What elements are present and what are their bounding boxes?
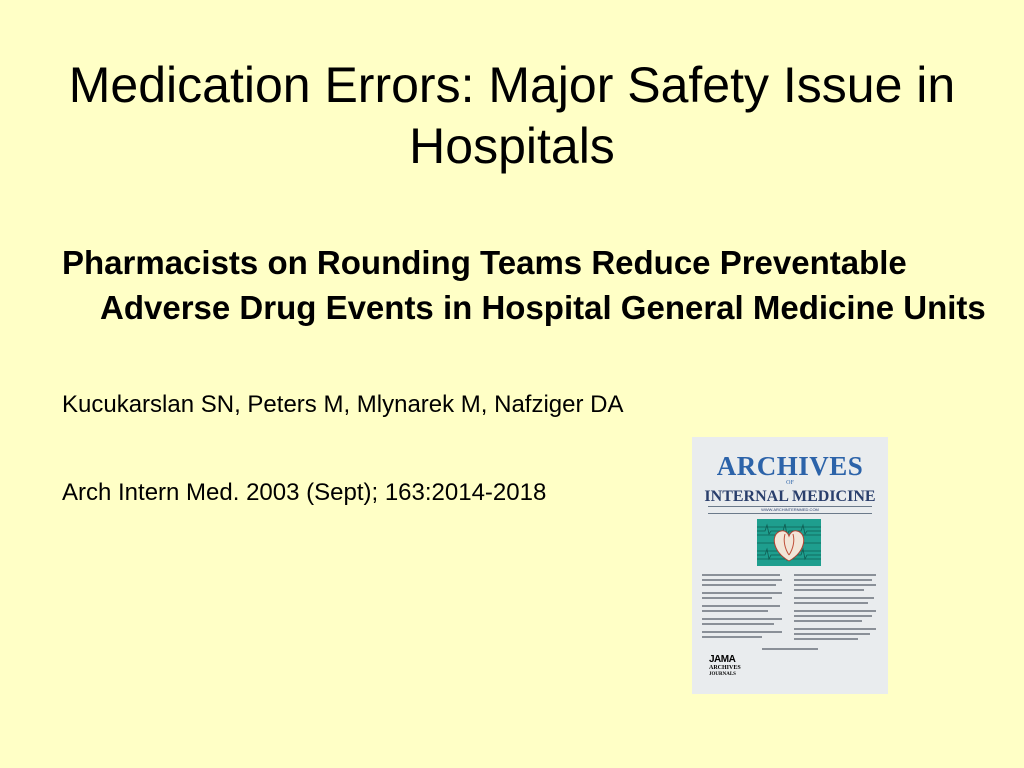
cover-url: WWW.ARCHINTERNMED.COM: [761, 507, 819, 512]
logo-journals: JOURNALS: [709, 672, 736, 677]
toc-line: [702, 584, 776, 586]
cover-subtitle: INTERNAL MEDICINE: [704, 488, 876, 505]
jama-archives-logo: [709, 655, 759, 678]
logo-jama: JAMA: [709, 654, 736, 665]
cover-masthead: ARCHIVES: [716, 451, 864, 481]
toc-line: [702, 623, 774, 625]
toc-line: [702, 618, 782, 620]
toc-line: [702, 592, 782, 594]
toc-line: [762, 648, 818, 650]
article-title: Pharmacists on Rounding Teams Reduce Preventable Adverse Drug Events in Hospital General Medicine Units: [62, 244, 986, 326]
cover-rule-bottom: [708, 513, 872, 514]
toc-line: [794, 620, 862, 622]
toc-line: [794, 638, 858, 640]
toc-line: [702, 631, 782, 633]
toc-line: [702, 574, 780, 576]
toc-line: [794, 628, 876, 630]
toc-line: [702, 610, 768, 612]
article-authors: Kucukarslan SN, Peters M, Mlynarek M, Nafziger DA: [62, 391, 624, 418]
logo-archives: ARCHIVES: [709, 665, 741, 671]
journal-cover-image: [692, 437, 888, 694]
toc-line: [702, 597, 772, 599]
toc-line: [794, 615, 872, 617]
toc-line: [794, 633, 870, 635]
cover-of: OF: [786, 480, 794, 486]
toc-line: [794, 610, 876, 612]
slide-title: Medication Errors: Major Safety Issue in Hospitals: [68, 57, 956, 174]
cover-table-of-contents: [702, 572, 878, 654]
toc-line: [702, 605, 780, 607]
toc-line: [794, 584, 876, 586]
toc-line: [794, 574, 876, 576]
toc-line: [794, 602, 868, 604]
toc-line: [702, 579, 782, 581]
toc-line: [794, 579, 872, 581]
toc-line: [794, 597, 874, 599]
heart-illustration: [757, 519, 821, 566]
toc-line: [702, 636, 762, 638]
journal-citation: Arch Intern Med. 2003 (Sept); 163:2014-2018: [62, 479, 547, 506]
toc-line: [794, 589, 864, 591]
